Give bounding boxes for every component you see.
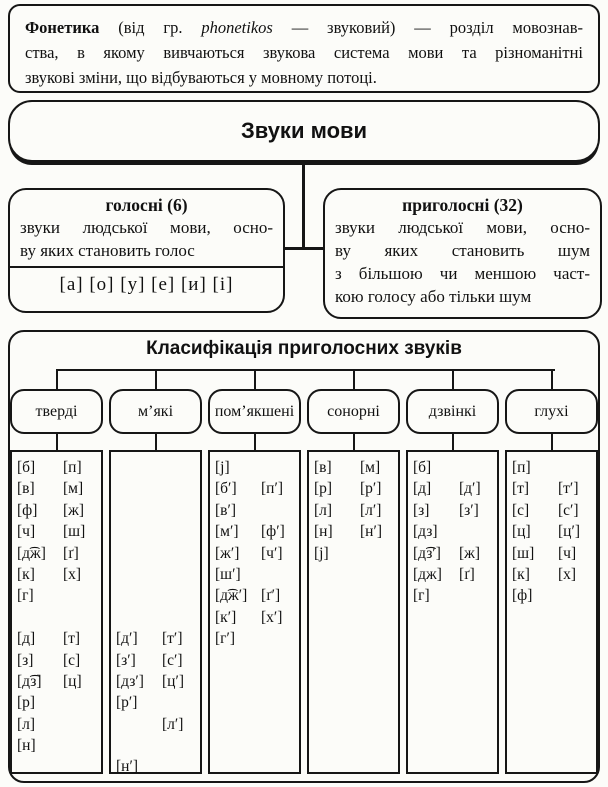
phoneme-row (116, 478, 200, 499)
connector-vertical-line (302, 162, 305, 249)
phoneme-row (116, 607, 200, 628)
phoneme-cell: [м′] (215, 523, 239, 541)
phoneme-cell: [б′] (215, 480, 237, 498)
phoneme-cell: [н] (314, 523, 333, 541)
phoneme-row (116, 564, 200, 585)
phoneme-row (17, 650, 101, 671)
phoneme-cell: [к′] (215, 608, 237, 626)
phoneme-row (17, 478, 101, 499)
phoneme-cell: [г′] (215, 630, 236, 648)
phoneme-row (17, 671, 101, 692)
phoneme-cell (116, 457, 162, 478)
category-pill-sonorni: сонорні (307, 389, 400, 434)
phoneme-cell: [г] (413, 587, 430, 605)
phoneme-cell: [ґ′] (261, 587, 281, 605)
phoneme-row (512, 457, 596, 478)
phoneme-cell: [р′] (116, 694, 138, 712)
connector-drop-top-hluhi (551, 369, 553, 389)
phoneme-cell: [ч] (558, 544, 577, 562)
phoneme-cell: [д͡ж] (17, 544, 46, 562)
definition-line-3: звукові зміни, що відбуваються у мовному потоці. (25, 68, 377, 87)
phoneme-cell: [ш′] (215, 565, 241, 583)
phoneme-row (215, 521, 299, 542)
phoneme-cell: [ц′] (558, 523, 581, 541)
phoneme-cell (116, 500, 162, 521)
connector-drop-bottom-hluhi (551, 434, 553, 450)
phoneme-cell: [в] (314, 459, 332, 476)
phoneme-row (314, 457, 398, 478)
phoneme-row (215, 500, 299, 521)
phoneme-cell: [д] (17, 630, 36, 648)
phoneme-cell: [ф] (17, 501, 38, 519)
definition-line-2: ства, в якому вивчаються звукова система мови та різноманітні (25, 43, 583, 62)
connector-horizontal-line (283, 247, 327, 250)
phoneme-cell: [з′] (116, 651, 136, 669)
phoneme-row (17, 628, 101, 649)
vowels-title: голосні (6) (105, 195, 188, 215)
connector-drop-top-m-yaki (155, 369, 157, 389)
sounds-header-title: Звуки мови (240, 118, 368, 143)
phoneme-row (413, 564, 497, 585)
phoneme-cell: [в] (17, 480, 35, 498)
phoneme-row (116, 650, 200, 671)
phoneme-row (215, 457, 299, 478)
phoneme-cell: [л] (314, 501, 333, 519)
connector-drop-bottom-dzvinki (452, 434, 454, 450)
phoneme-row (116, 671, 200, 692)
phoneme-cell: [с] (512, 501, 530, 519)
phoneme-cell: [х] (558, 565, 577, 583)
phoneme-cell: [х′] (261, 608, 283, 626)
phoneme-cell (17, 607, 63, 628)
definition-greek-word: phonetikos (201, 18, 273, 37)
phoneme-cell: [дз] (413, 523, 438, 541)
phoneme-cell: [т] (512, 480, 530, 498)
connector-drop-top-dzvinki (452, 369, 454, 389)
phoneme-cell: [ц] (63, 672, 82, 690)
connector-drop-top-pom-yaksheni (254, 369, 256, 389)
phoneme-row (17, 457, 101, 478)
vowels-divider-line (10, 266, 283, 268)
phoneme-cell (116, 521, 162, 542)
phoneme-column-sonorni (307, 450, 400, 774)
phoneme-row (215, 564, 299, 585)
phoneme-cell: [дж] (413, 565, 442, 583)
phoneme-row (512, 500, 596, 521)
phoneme-cell: [с′] (162, 651, 183, 669)
category-pill-hluhi: глухі (505, 389, 598, 434)
phoneme-cell (116, 607, 162, 628)
phoneme-cell: [ж] (63, 501, 85, 519)
definition-line-1: Фонетика (від гр. phonetikos — звуковий) — розділ мовознав- (25, 18, 583, 37)
phoneme-cell: [д′] (459, 480, 481, 498)
phoneme-cell: [ш] (512, 544, 535, 562)
phoneme-cell: [с] (63, 651, 81, 669)
phoneme-row (116, 500, 200, 521)
phoneme-cell: [д] (413, 480, 432, 498)
classification-title: Класифікація приголосних звуків (146, 338, 462, 359)
phoneme-row (116, 714, 200, 735)
phoneme-cell (116, 735, 162, 756)
phoneme-row (17, 585, 101, 606)
phoneme-row (116, 585, 200, 606)
connector-drop-bottom-tverdi (56, 434, 58, 450)
phoneme-cell: [л′] (162, 715, 184, 733)
category-track-hluhi (505, 369, 598, 779)
phoneme-row (215, 628, 299, 649)
phoneme-cell (116, 714, 162, 735)
phoneme-cell: [ж] (459, 544, 481, 562)
phoneme-cell: [д͡з] (17, 672, 42, 690)
phoneme-row (116, 692, 200, 713)
phoneme-row (116, 628, 200, 649)
phoneme-cell: [д͡з′] (413, 544, 441, 562)
connector-drop-top-sonorni (353, 369, 355, 389)
phoneme-cell: [ч] (17, 523, 36, 541)
category-track-pom-yaksheni (208, 369, 301, 779)
phoneme-cell: [ц′] (162, 672, 185, 690)
phoneme-row (17, 500, 101, 521)
phoneme-cell: [р] (314, 480, 333, 498)
phoneme-row (17, 692, 101, 713)
phoneme-cell: [с′] (558, 501, 579, 519)
phoneme-cell: [ж′] (215, 544, 240, 562)
phoneme-row (116, 457, 200, 478)
phoneme-cell: [п′] (261, 480, 284, 498)
phoneme-row (17, 607, 101, 628)
phoneme-row (413, 543, 497, 564)
phoneme-row (116, 735, 200, 756)
consonants-box (323, 188, 602, 319)
phoneme-row (116, 756, 200, 777)
connector-drop-top-tverdi (56, 369, 58, 389)
definition-term: Фонетика (25, 18, 100, 37)
phoneme-cell: [j] (215, 459, 230, 476)
phoneme-row (512, 585, 596, 606)
phoneme-row (413, 585, 497, 606)
phoneme-cell: [г] (17, 587, 34, 605)
phoneme-row (17, 521, 101, 542)
phoneme-row (512, 521, 596, 542)
vowels-box (8, 188, 285, 313)
phoneme-row (413, 478, 497, 499)
category-pill-tverdi: тверді (10, 389, 103, 434)
phoneme-cell: [т] (63, 630, 81, 648)
phoneme-row (215, 607, 299, 628)
phoneme-column-tverdi (10, 450, 103, 774)
phoneme-column-hluhi (505, 450, 598, 774)
phoneme-cell: [н′] (360, 523, 383, 541)
phoneme-row (17, 564, 101, 585)
phoneme-cell: [j] (314, 544, 329, 562)
phoneme-row (314, 500, 398, 521)
phoneme-cell: [н′] (116, 758, 139, 776)
phoneme-cell: [н] (17, 737, 36, 755)
consonants-title: приголосні (32) (402, 195, 523, 215)
phoneme-cell: [ґ] (63, 544, 79, 562)
phoneme-cell (116, 564, 162, 585)
phoneme-row (17, 714, 101, 735)
phoneme-cell: [з] (413, 501, 430, 519)
phoneme-cell: [ш] (63, 523, 86, 541)
phoneme-cell (116, 543, 162, 564)
category-track-sonorni (307, 369, 400, 779)
phoneme-cell: [б] (413, 459, 432, 476)
phoneme-row (17, 735, 101, 756)
phoneme-column-m-yaki (109, 450, 202, 774)
phoneme-cell: [л] (17, 715, 36, 733)
category-track-m-yaki (109, 369, 202, 779)
sounds-header-box (8, 100, 600, 162)
phoneme-row (215, 478, 299, 499)
phoneme-cell: [п] (512, 459, 531, 476)
phoneme-cell: [ґ] (459, 565, 475, 583)
phoneme-cell: [р] (17, 694, 36, 712)
definition-box (8, 4, 600, 93)
phoneme-row (413, 521, 497, 542)
phoneme-cell: [ц] (512, 523, 531, 541)
phoneme-cell: [в′] (215, 501, 237, 519)
phoneme-row (413, 457, 497, 478)
category-pill-pom-yaksheni: пом’якшені (208, 389, 301, 434)
vowels-phoneme-list: [а] [о] [у] [е] [и] [і] (59, 274, 234, 295)
phoneme-cell: [м] (360, 459, 381, 476)
phoneme-cell: [з] (17, 651, 34, 669)
phoneme-row (314, 543, 398, 564)
phoneme-row (314, 521, 398, 542)
connector-drop-bottom-pom-yaksheni (254, 434, 256, 450)
phoneme-row (512, 564, 596, 585)
phoneme-cell: [л′] (360, 501, 382, 519)
phoneme-cell (116, 585, 162, 606)
phoneme-cell: [х] (63, 565, 82, 583)
phoneme-column-dzvinki (406, 450, 499, 774)
phoneme-cell: [к] (512, 565, 530, 583)
phoneme-cell: [ф] (512, 587, 533, 605)
phoneme-row (314, 478, 398, 499)
category-track-dzvinki (406, 369, 499, 779)
phoneme-row (413, 500, 497, 521)
phoneme-cell: [дз′] (116, 672, 144, 690)
classification-tracks (10, 369, 598, 779)
phoneme-row (215, 585, 299, 606)
phoneme-cell: [ф′] (261, 523, 285, 541)
phoneme-cell: [з′] (459, 501, 479, 519)
connector-drop-bottom-sonorni (353, 434, 355, 450)
category-track-tverdi (10, 369, 103, 779)
phoneme-cell: [м] (63, 480, 84, 498)
phoneme-row (116, 521, 200, 542)
category-pill-dzvinki: дзвінкі (406, 389, 499, 434)
phoneme-cell: [т′] (558, 480, 579, 498)
phoneme-cell: [д′] (116, 630, 138, 648)
vowels-description: звуки людської мови, осно- ву яких становить голос (20, 218, 273, 260)
phoneme-cell: [б] (17, 459, 36, 476)
connector-drop-bottom-m-yaki (155, 434, 157, 450)
phoneme-row (512, 478, 596, 499)
phoneme-cell: [т′] (162, 630, 183, 648)
phoneme-row (116, 543, 200, 564)
phoneme-cell: [п] (63, 459, 82, 476)
phoneme-cell: [р′] (360, 480, 382, 498)
phoneme-cell (116, 478, 162, 499)
phoneme-row (17, 543, 101, 564)
phoneme-cell: [ч′] (261, 544, 283, 562)
phoneme-cell: [к] (17, 565, 35, 583)
phoneme-row (215, 543, 299, 564)
phoneme-row (512, 543, 596, 564)
category-pill-m-yaki: м’які (109, 389, 202, 434)
phoneme-column-pom-yaksheni (208, 450, 301, 774)
consonants-description: звуки людської мови, осно- ву яких становить шум з більшою чи меншою част- кою голосу або тільки шум (335, 218, 590, 306)
phoneme-cell: [д͡ж′] (215, 587, 248, 605)
